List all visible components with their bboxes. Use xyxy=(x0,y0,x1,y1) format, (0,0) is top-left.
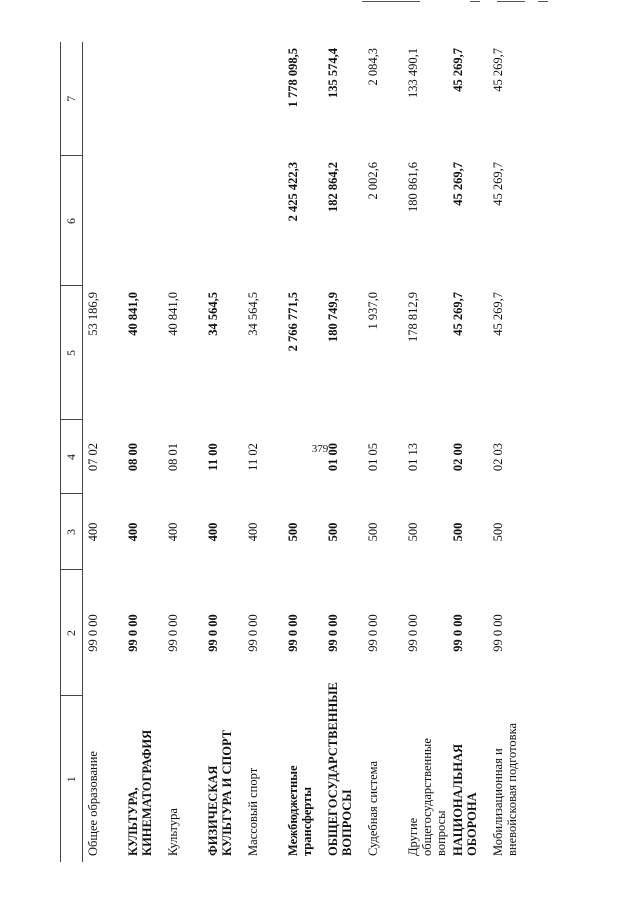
amount-col-5: 40 841,0 xyxy=(126,292,140,336)
column-header-2: 2 xyxy=(61,570,83,696)
item-name: Другие общегосударственные вопросы xyxy=(406,738,448,856)
item-name: Культура xyxy=(166,808,180,856)
target-code: 99 0 00 xyxy=(406,614,420,652)
table-row xyxy=(323,42,363,862)
target-code: 99 0 00 xyxy=(166,614,180,652)
amount-col-6: 45 269,7 xyxy=(451,162,465,206)
amount-col-7 xyxy=(83,42,124,156)
item-name: ФИЗИЧЕСКАЯ КУЛЬТУРА И СПОРТ xyxy=(206,729,234,856)
amount-col-6: 2 002,6 xyxy=(366,162,380,200)
table-row xyxy=(283,42,323,862)
table-row xyxy=(163,42,203,862)
amount-col-7 xyxy=(203,42,243,156)
table-row xyxy=(203,42,243,862)
section-code xyxy=(283,420,323,494)
section-code: 01 13 xyxy=(406,442,420,472)
table-row xyxy=(448,42,488,862)
target-code: 99 0 00 xyxy=(326,614,340,652)
target-code: 99 0 00 xyxy=(206,614,220,652)
section-code: 07 02 xyxy=(86,442,100,472)
column-header-1: 1 xyxy=(61,696,83,862)
amount-col-7: 133 490,1 xyxy=(406,48,420,98)
column-header-row xyxy=(61,42,83,862)
amount-col-5: 45 269,7 xyxy=(491,292,505,336)
target-code: 99 0 00 xyxy=(451,614,465,652)
item-name: КУЛЬТУРА, КИНЕМАТОГРАФИЯ xyxy=(126,729,154,856)
section-code: 02 00 xyxy=(451,442,465,472)
amount-col-6: 180 861,6 xyxy=(406,162,420,212)
amount-col-7: 2 084,3 xyxy=(366,48,380,86)
section-code: 08 01 xyxy=(166,442,180,472)
table-row xyxy=(243,42,283,862)
section-code: 02 03 xyxy=(491,442,505,472)
amount-col-6: 182 864,2 xyxy=(326,162,340,212)
item-name: Массовый спорт xyxy=(246,767,260,856)
amount-col-6: 45 269,7 xyxy=(491,162,505,206)
amount-col-6 xyxy=(163,156,203,286)
target-code: 99 0 00 xyxy=(86,614,100,652)
expense-type-code: 400 xyxy=(166,522,180,542)
table-row xyxy=(83,42,124,862)
amount-col-7: 45 269,7 xyxy=(451,48,465,92)
table-row xyxy=(488,42,532,862)
column-header-5: 5 xyxy=(61,286,83,420)
amount-col-5: 53 186,9 xyxy=(86,292,100,336)
item-name: Судебная система xyxy=(366,760,380,856)
page-number: 379 xyxy=(311,443,329,455)
amount-col-5: 34 564,5 xyxy=(246,292,260,336)
amount-col-7 xyxy=(243,42,283,156)
section-code: 01 05 xyxy=(366,442,380,472)
item-name: ОБЩЕГОСУДАРСТВЕННЫЕ ВОПРОСЫ xyxy=(326,682,354,856)
expense-type-code: 400 xyxy=(126,522,140,542)
expense-type-code: 500 xyxy=(286,522,300,542)
amount-col-6 xyxy=(243,156,283,286)
amount-col-5: 45 269,7 xyxy=(451,292,465,336)
amount-col-6 xyxy=(203,156,243,286)
expense-type-code: 500 xyxy=(406,522,420,542)
target-code: 99 0 00 xyxy=(286,614,300,652)
item-name: Межбюджетные трансферты xyxy=(286,765,314,856)
section-code: 11 02 xyxy=(246,443,260,471)
table-row xyxy=(403,42,448,862)
item-name: НАЦИОНАЛЬНАЯ ОБОРОНА xyxy=(451,743,479,856)
amount-col-6 xyxy=(83,156,124,286)
target-code: 99 0 00 xyxy=(246,614,260,652)
table-row xyxy=(363,42,403,862)
table-container xyxy=(60,42,580,862)
column-header-7: 7 xyxy=(61,42,83,156)
expense-type-code: 500 xyxy=(326,522,340,542)
amount-col-5: 2 766 771,5 xyxy=(286,292,300,352)
amount-col-7 xyxy=(123,42,163,156)
section-code: 08 00 xyxy=(126,442,140,472)
amount-col-5: 40 841,0 xyxy=(166,292,180,336)
amount-col-7: 1 778 098,5 xyxy=(286,48,300,108)
target-code: 99 0 00 xyxy=(366,614,380,652)
expense-type-code: 400 xyxy=(246,522,260,542)
budget-table xyxy=(60,42,532,862)
amount-col-6: 2 425 422,3 xyxy=(286,162,300,222)
amount-col-5: 178 812,9 xyxy=(406,292,420,342)
amount-col-5: 34 564,5 xyxy=(206,292,220,336)
expense-type-code: 400 xyxy=(206,522,220,542)
expense-type-code: 400 xyxy=(86,522,100,542)
column-header-3: 3 xyxy=(61,494,83,570)
amount-col-5: 180 749,9 xyxy=(326,292,340,342)
expense-type-code: 500 xyxy=(491,522,505,542)
amount-col-7 xyxy=(163,42,203,156)
amount-col-7: 135 574,4 xyxy=(326,48,340,98)
target-code: 99 0 00 xyxy=(491,614,505,652)
table-row xyxy=(123,42,163,862)
item-name: Мобилизационная и вневойсковая подготовка xyxy=(491,722,519,856)
amount-col-6 xyxy=(123,156,163,286)
previous-page-edge-marks xyxy=(0,0,640,6)
item-name: Общее образование xyxy=(86,751,100,856)
section-code: 01 00 xyxy=(326,442,340,472)
column-header-4: 4 xyxy=(61,420,83,494)
expense-type-code: 500 xyxy=(451,522,465,542)
column-header-6: 6 xyxy=(61,156,83,286)
amount-col-5: 1 937,0 xyxy=(366,292,380,330)
target-code: 99 0 00 xyxy=(126,614,140,652)
amount-col-7: 45 269,7 xyxy=(491,48,505,92)
section-code: 11 00 xyxy=(206,443,220,471)
expense-type-code: 500 xyxy=(366,522,380,542)
